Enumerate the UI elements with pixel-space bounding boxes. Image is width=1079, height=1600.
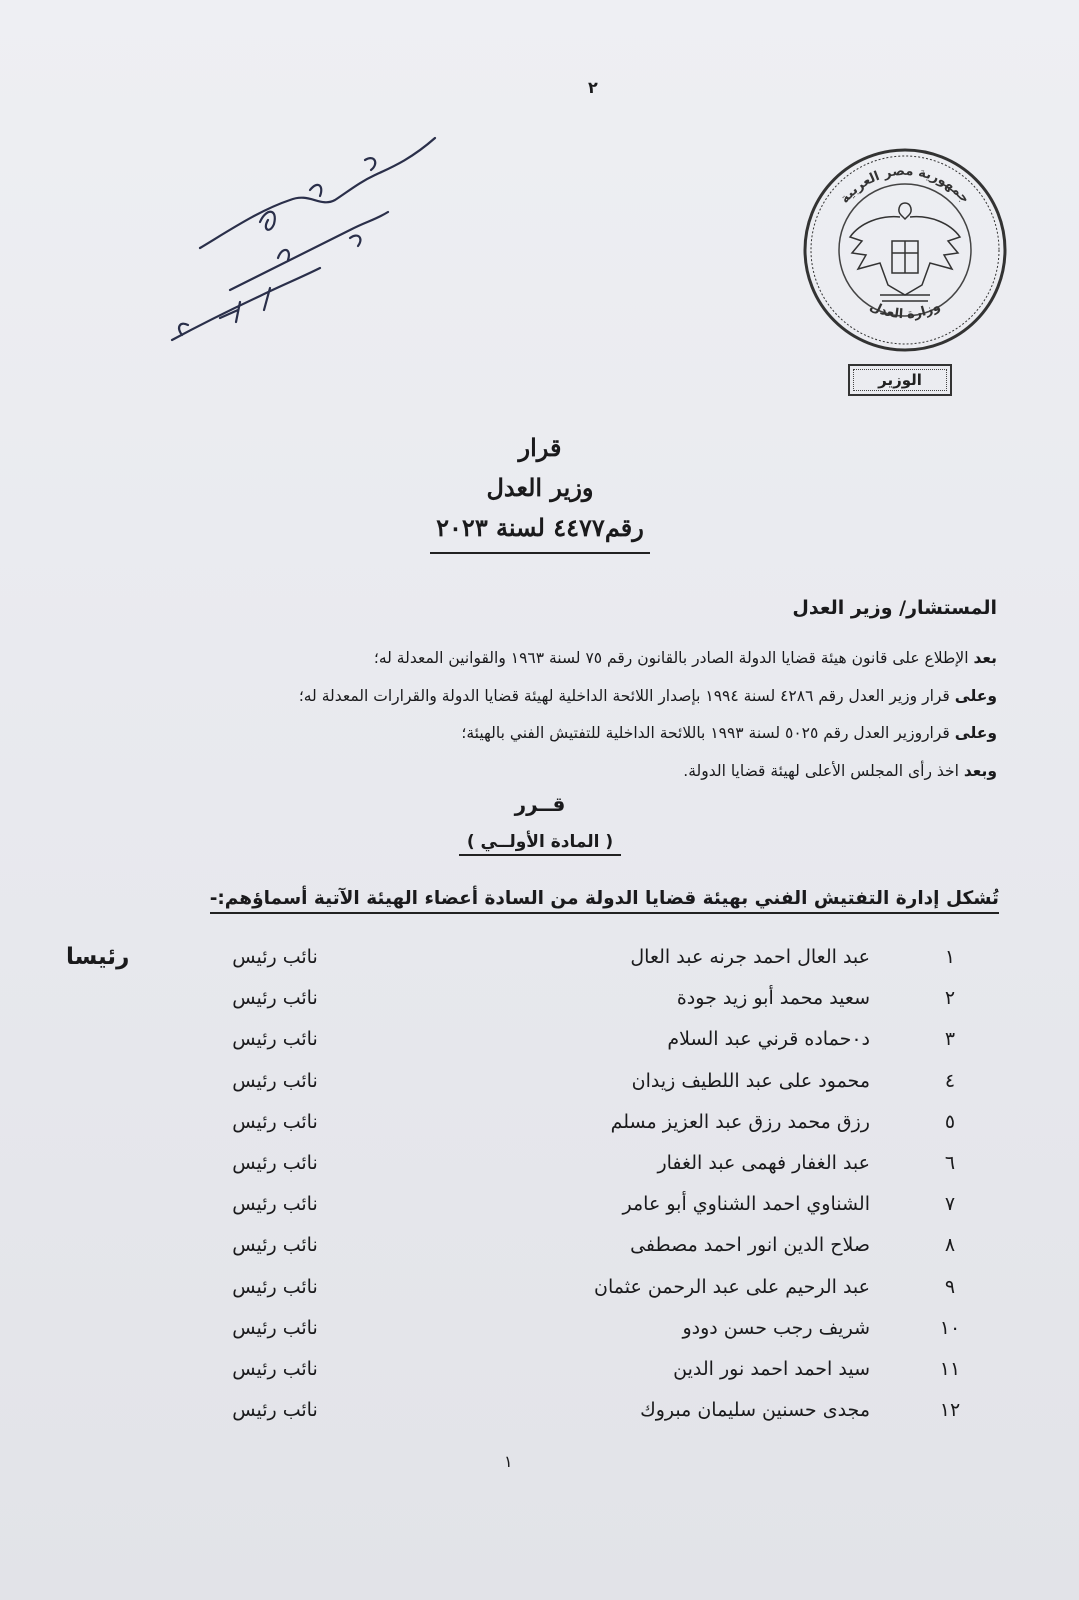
top-mark: ٢ [588, 78, 598, 97]
ministry-seal [800, 145, 1010, 355]
title-line-minister: وزير العدل [486, 473, 594, 502]
member-row: ١ عبد العال احمد جرنه عبد العال نائب رئيس [232, 946, 956, 968]
role-heading: رئيسا [66, 944, 130, 970]
member-row: ٧ الشناوي احمد الشناوي أبو عامر نائب رئيس [232, 1193, 956, 1216]
preamble-line-2: وعلى قرار وزير العدل رقم ٤٢٨٦ لسنة ١٩٩٤ بإصدار اللائحة الداخلية لهيئة قضايا الدولة والقرارات المعدلة له؛ [298, 686, 997, 705]
member-row: ١٠ شريف رجب حسن دودو نائب رئيس [232, 1316, 961, 1339]
member-row: ٢ سعيد محمد أبو زيد جودة نائب رئيس [232, 987, 956, 1010]
member-row: ١٢ مجدى حسنين سليمان مبروك نائب رئيس [232, 1399, 961, 1422]
preamble-line-1: بعد الإطلاع على قانون هيئة قضايا الدولة الصادر بالقانون رقم ٧٥ لسنة ١٩٦٣ والقوانين المعدلة له؛ [373, 649, 997, 667]
preamble-line-4: وبعد اخذ رأى المجلس الأعلى لهيئة قضايا الدولة. [683, 761, 997, 780]
member-row: ٩ عبد الرحيم على عبد الرحمن عثمان نائب رئيس [232, 1275, 956, 1298]
article-heading [420, 832, 660, 856]
constitution-text: تُشكل إدارة التفتيش الفني بهيئة قضايا الدولة من السادة أعضاء الهيئة الآتية أسماؤهم:- [210, 888, 999, 914]
constitution-statement [210, 888, 999, 909]
decree-title [340, 428, 740, 554]
seal-top-text: جمهورية مصر العربية [837, 163, 973, 207]
eagle-emblem-icon [850, 203, 960, 301]
member-row: ١١ سيد احمد احمد نور الدين نائب رئيس [232, 1357, 961, 1380]
title-line-number: رقم٤٤٧٧ لسنة ٢٠٢٣ [430, 508, 650, 554]
member-row: ٥ رزق محمد رزق عبد العزيز مسلم نائب رئيس [232, 1110, 956, 1133]
member-row: ٨ صلاح الدين انور احمد مصطفى نائب رئيس [232, 1234, 956, 1257]
members-list [210, 946, 980, 1440]
svg-text:وزارة العدل [867, 299, 943, 322]
page-number: ١ [504, 1452, 513, 1471]
member-row: ٣ د٠حماده قرني عبد السلام نائب رئيس [232, 1028, 956, 1051]
handwritten-note [160, 130, 460, 360]
svg-text:جمهورية مصر العربية [837, 164, 972, 207]
title-line-decree: قرار [518, 433, 562, 462]
member-row: ٤ محمود على عبد اللطيف زيدان نائب رئيس [232, 1069, 956, 1092]
member-row: ٦ عبد الغفار فهمى عبد الغفار نائب رئيس [232, 1151, 956, 1174]
addressee: المستشار/ وزير العدل [792, 597, 997, 619]
article-title: ( المادة الأولــي ) [459, 832, 621, 856]
minister-stamp: الوزير [848, 364, 952, 396]
preamble [117, 640, 997, 790]
preamble-line-3: وعلى قراروزير العدل رقم ٥٠٢٥ لسنة ١٩٩٣ باللائحة الداخلية للتفتيش الفني بالهيئة؛ [461, 724, 997, 742]
seal-bottom-text: وزارة العدل [867, 298, 943, 323]
decided-heading: قــرر [514, 792, 566, 816]
